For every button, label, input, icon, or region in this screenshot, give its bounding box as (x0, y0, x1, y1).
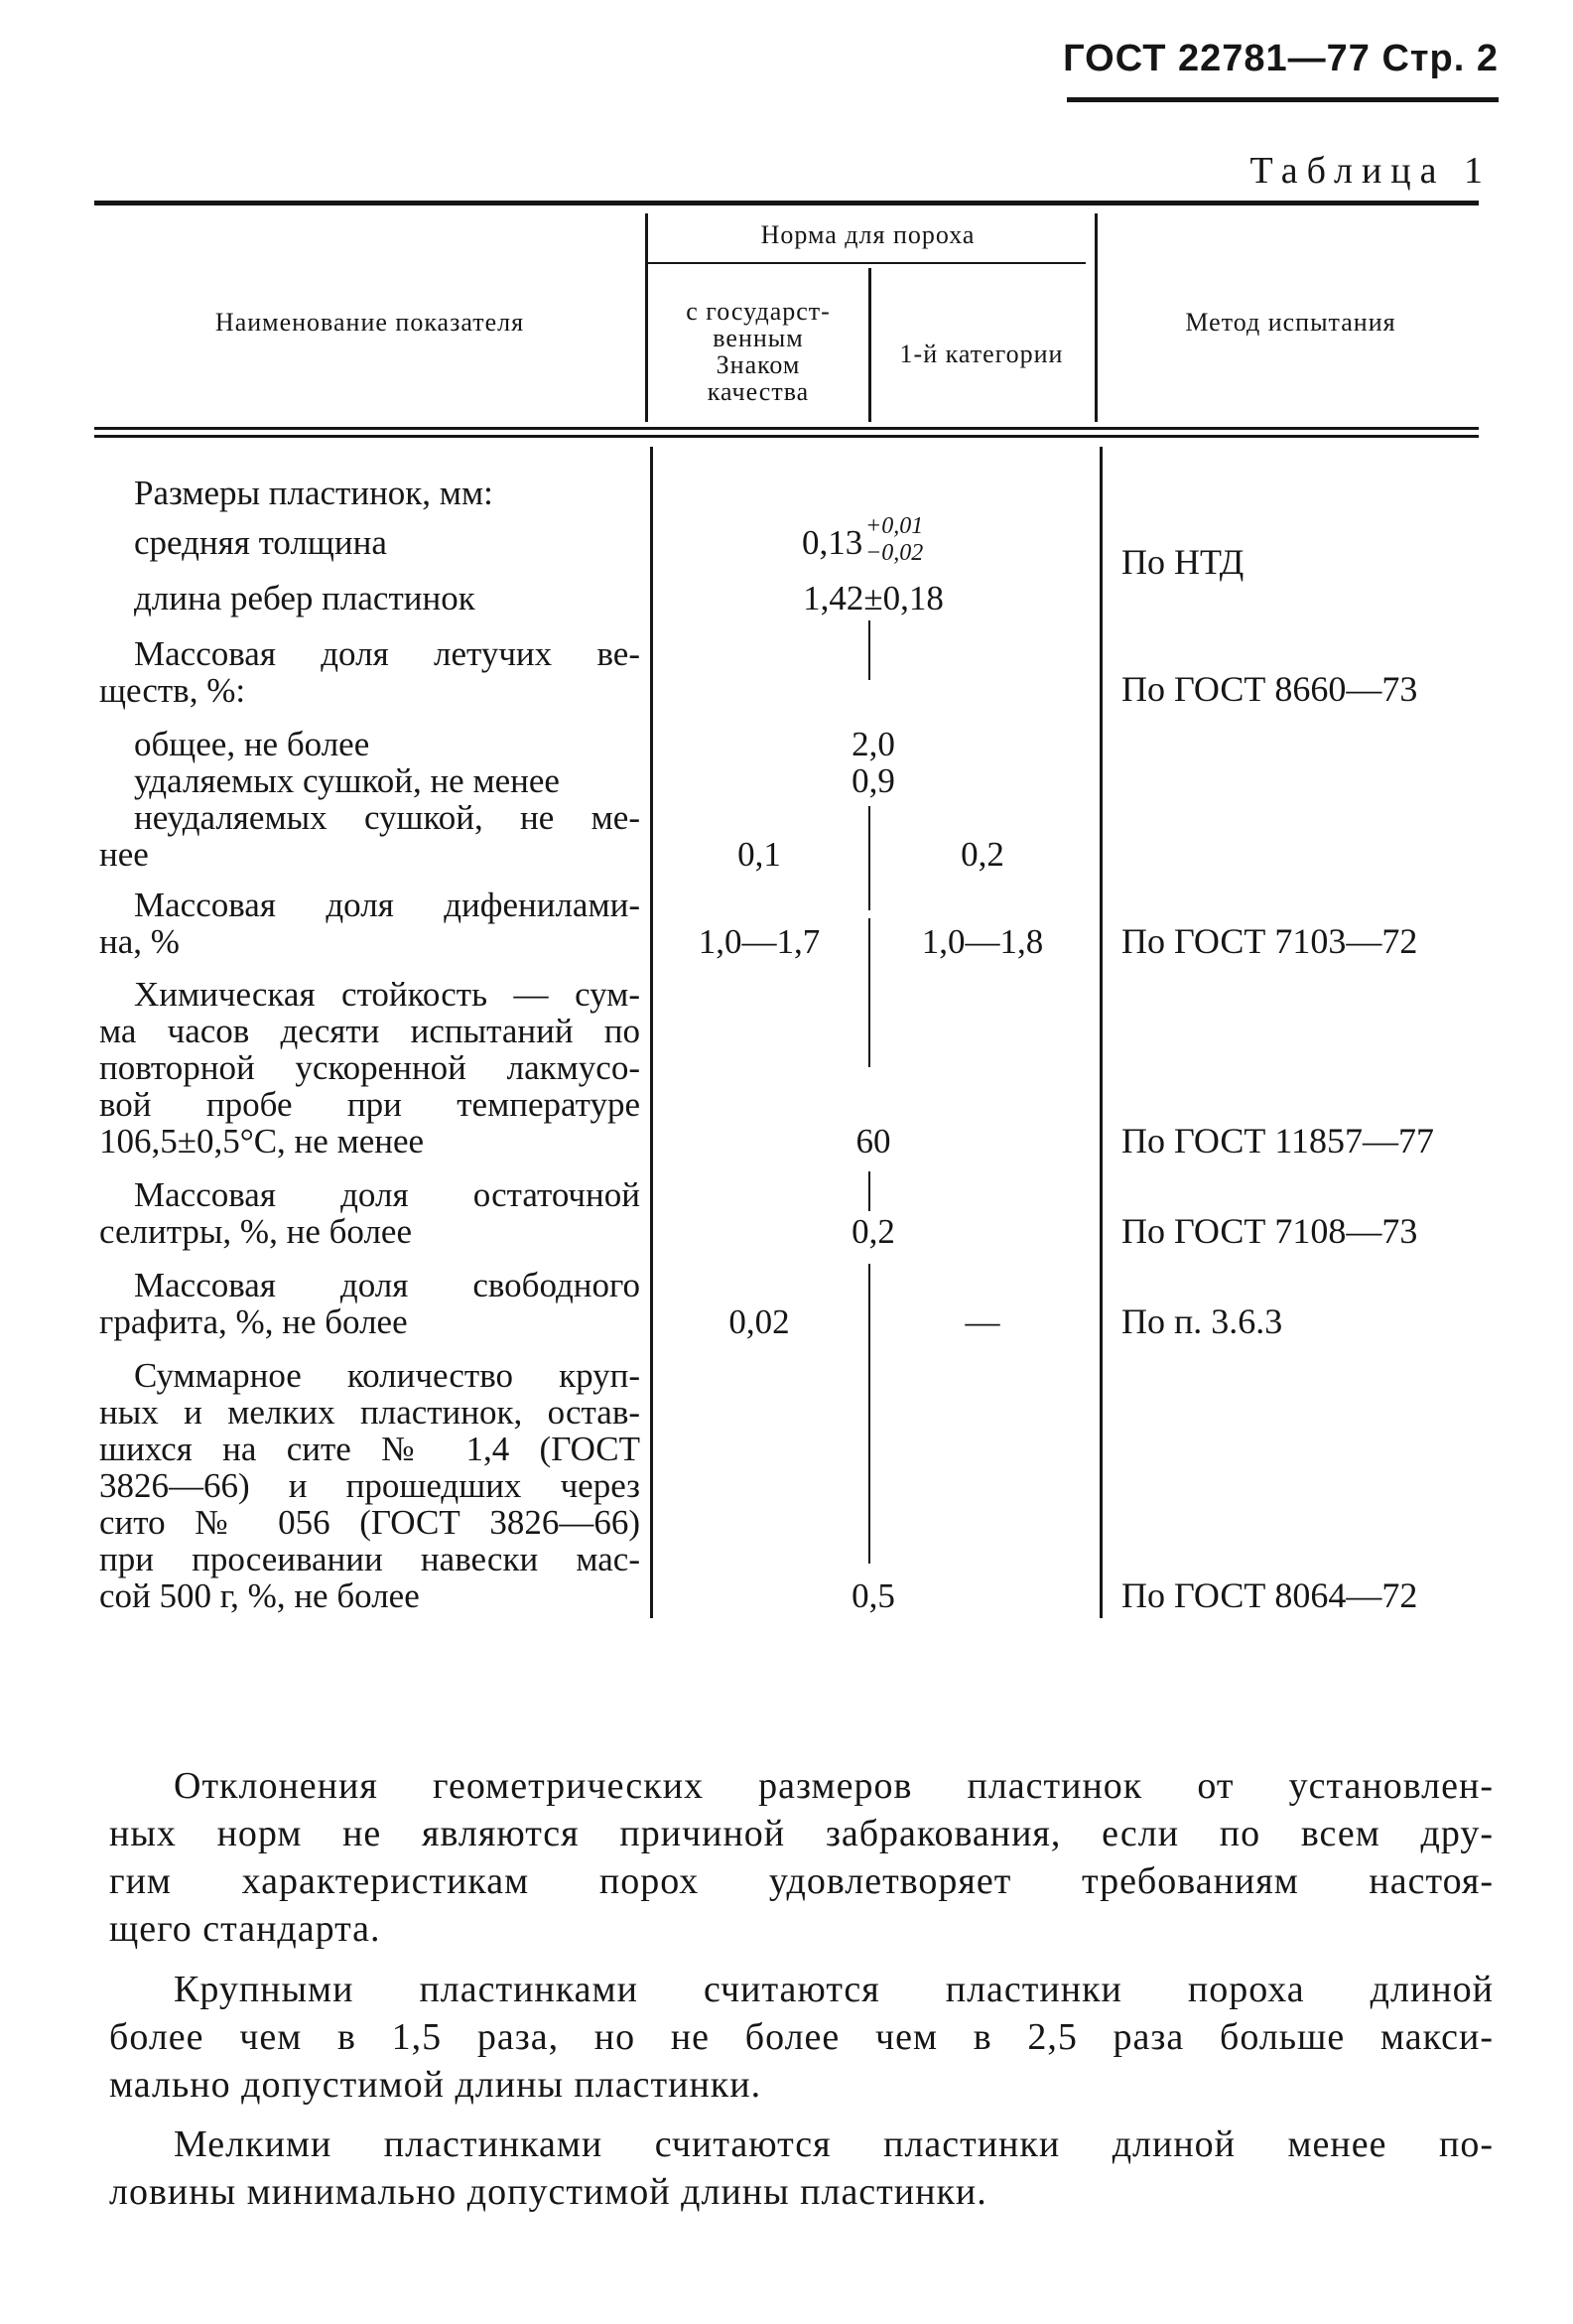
method-gost-7103: По ГОСТ 7103—72 (1121, 921, 1418, 961)
row-volatile-title: Массовая доля летучих ве- (134, 634, 640, 673)
row-dpa-label-2: на, % (99, 922, 180, 961)
row-total-label: общее, не более (134, 725, 370, 763)
paragraph-large-plates: Крупными пластинками считаются пластинки пороха длиной более чем в 1,5 раза, но не более чем в 2,5 раза больше макси- мально допустимой длины пластинки. (109, 1969, 1494, 2106)
row-removable-label: удаляемых сушкой, не менее (134, 761, 560, 800)
method-gost-8660: По ГОСТ 8660—73 (1121, 669, 1418, 709)
row-chem-label: Химическая стойкость — сум- ма часов десяти испытаний по повторной ускоренной лакмусо- вой пробе при температуре 106,5±0,5°С, не менее (99, 975, 640, 1161)
total-value: 2,0 (852, 725, 895, 763)
thickness-value: 0,13 (802, 523, 863, 562)
col-header-name: Наименование показателя (214, 308, 525, 337)
row-graphite-label: Массовая доля свободного графита, %, не более (99, 1266, 640, 1341)
method-clause-3-6-3: По п. 3.6.3 (1121, 1301, 1283, 1341)
inner-divider-seg (868, 620, 870, 680)
body-col-divider-1 (650, 447, 653, 1618)
inner-divider-seg (868, 1171, 870, 1211)
inner-divider-seg (868, 918, 870, 1067)
table-caption: Таблица 1 (1249, 150, 1492, 192)
method-gost-8064: По ГОСТ 8064—72 (1121, 1575, 1418, 1615)
dpa-quality-value: 1,0—1,7 (698, 922, 821, 961)
nonremovable-first-value: 0,2 (961, 835, 1004, 874)
row-sum-label: Суммарное количество круп- ных и мелких пластинок, остав- шихся на сите № 1,4 (ГОСТ 3826—66) и прошедших через сито № 056 (ГОСТ 3826—66) при просеивании навески мас- сой 500 г, %, не более (99, 1356, 640, 1615)
col-header-norm: Норма для пороха (760, 220, 976, 249)
norm-group-rule (647, 262, 1086, 264)
page-header (1063, 38, 1499, 80)
col-header-first-category: 1-й категории (899, 340, 1064, 368)
paragraph-small-plates: Мелкими пластинками считаются пластинки длиной менее по- ловины минимально допустимой длины пластинки. (109, 2123, 1494, 2213)
nitre-value: 0,2 (852, 1212, 895, 1251)
header-bottom-rule (94, 427, 1479, 430)
edge-value: 1,42±0,18 (803, 579, 944, 617)
paragraph-deviations: Отклонения геометрических размеров пластинок от установлен- ных норм не являются причиной забракования, если по всем дру- гим характеристикам порох удовлетворяет требованиям настоя- щего стандарта. (109, 1765, 1494, 1950)
row-nitre-label: Массовая доля остаточной селитры, %, не более (99, 1175, 640, 1251)
graphite-quality-value: 0,02 (728, 1302, 790, 1341)
nonremovable-quality-value: 0,1 (737, 835, 781, 874)
row-volatile-title-2: ществ, %: (99, 671, 246, 710)
document-code: ГОСТ 22781—77 Стр. 2 (1063, 38, 1499, 79)
inner-divider-seg (868, 806, 870, 910)
inner-divider-seg (868, 1281, 870, 1564)
header-bottom-rule-2 (94, 435, 1479, 438)
table-top-rule (94, 201, 1479, 205)
thickness-tolerance-plus: +0,01 (865, 513, 924, 539)
row-nonremovable-label-1: неудаляемых сушкой, не ме- (134, 798, 640, 837)
row-thickness-label: средняя толщина (134, 523, 387, 562)
row-edge-label: длина ребер пластинок (134, 579, 475, 617)
removable-value: 0,9 (852, 761, 895, 800)
method-ntd: По НТД (1121, 542, 1245, 582)
thickness-tolerance-minus: −0,02 (865, 540, 924, 566)
row-dpa-label-1: Массовая доля дифенилами- (134, 886, 640, 924)
body-col-divider-3 (1100, 447, 1103, 1618)
graphite-first-value: — (965, 1302, 1000, 1341)
col-header-quality: с государст- венным Знаком качества (686, 297, 831, 406)
chem-value: 60 (855, 1122, 891, 1161)
method-gost-11857: По ГОСТ 11857—77 (1121, 1121, 1435, 1161)
col-divider-3 (1095, 213, 1098, 422)
row-size-title: Размеры пластинок, мм: (134, 474, 493, 512)
col-header-method: Метод испытания (1185, 308, 1396, 337)
row-nonremovable-label-2: нее (99, 835, 149, 874)
dpa-first-value: 1,0—1,8 (921, 922, 1044, 961)
sum-value: 0,5 (852, 1576, 895, 1615)
method-gost-7108: По ГОСТ 7108—73 (1121, 1211, 1418, 1251)
header-rule (1067, 97, 1499, 102)
